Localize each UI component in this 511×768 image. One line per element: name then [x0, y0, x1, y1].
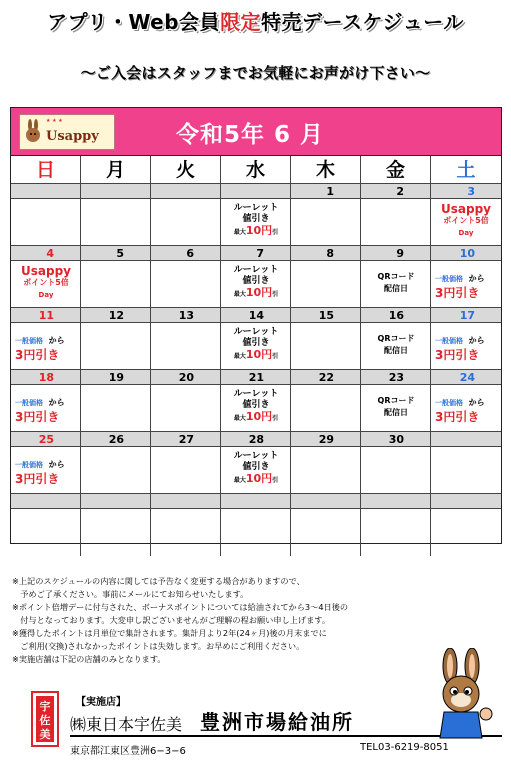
- date-row: [11, 184, 501, 199]
- usappy-logo: [19, 114, 115, 150]
- date-cell: 16: [361, 308, 431, 323]
- event-cell: [361, 323, 431, 370]
- event-cell: [151, 323, 221, 370]
- event-text: から: [468, 274, 485, 283]
- svg-text:宇: 宇: [39, 700, 51, 713]
- title-part: 特売デースケジュール: [261, 10, 464, 34]
- shop-label: 【実施店】: [76, 697, 126, 708]
- event-text: ルーレット: [233, 389, 279, 399]
- event-text: Usappy: [441, 202, 491, 216]
- company-name: ㈱東日本宇佐美: [70, 715, 183, 734]
- event-text: から: [468, 398, 485, 407]
- event-text: 10円: [245, 410, 273, 423]
- roulette-event: [221, 327, 291, 362]
- note-line: ※上記のスケジュールの内容に関しては予告なく変更する場合がありますので、: [12, 576, 305, 586]
- event-text: ルーレット: [233, 451, 279, 461]
- event-text: から: [48, 460, 65, 469]
- weekday-tue: 火: [151, 156, 221, 184]
- event-text: 配信日: [384, 284, 408, 293]
- date-cell: [11, 494, 81, 509]
- calendar: [10, 107, 502, 544]
- calendar-header: [11, 108, 501, 156]
- date-row: [11, 432, 501, 447]
- event-cell: [431, 199, 501, 246]
- price-event: [15, 455, 81, 486]
- date-cell: 14: [221, 308, 291, 323]
- event-cell: [431, 385, 501, 432]
- usappy-event: [431, 203, 501, 239]
- event-cell: [151, 199, 221, 246]
- event-cell: [81, 199, 151, 246]
- note-line: ご利用(交換)されなかったポイントは失効します。お早めにご利用ください。: [12, 641, 305, 651]
- date-cell: [291, 494, 361, 509]
- calendar-grid: [11, 156, 501, 556]
- event-cell: [81, 509, 151, 556]
- event-text: 10円: [245, 224, 273, 237]
- event-cell: [291, 199, 361, 246]
- event-cell: [151, 509, 221, 556]
- event-text: 引: [272, 415, 279, 422]
- qr-event: [361, 333, 431, 357]
- event-text: 10円: [245, 472, 273, 485]
- date-cell: [431, 494, 501, 509]
- event-text: 3円引き: [15, 348, 60, 362]
- event-cell: [431, 447, 501, 494]
- event-text: から: [48, 398, 65, 407]
- date-cell: [431, 432, 501, 447]
- event-text: 一般価格: [15, 461, 43, 469]
- weekday-sun: 日: [11, 156, 81, 184]
- date-cell: 18: [11, 370, 81, 385]
- svg-text:佐: 佐: [39, 714, 51, 727]
- date-cell: [81, 494, 151, 509]
- event-cell: [361, 509, 431, 556]
- event-text: 10円: [245, 286, 273, 299]
- event-text: 一般価格: [435, 337, 463, 345]
- event-text: QRコード: [377, 334, 415, 343]
- event-cell: [81, 447, 151, 494]
- event-text: Usappy: [21, 264, 71, 278]
- date-row: [11, 370, 501, 385]
- weekday-row: [11, 156, 501, 184]
- roulette-event: [221, 389, 291, 424]
- date-row: [11, 308, 501, 323]
- event-cell: [81, 323, 151, 370]
- weekday-fri: 金: [361, 156, 431, 184]
- event-cell: [291, 323, 361, 370]
- event-row: [11, 323, 501, 370]
- event-row: [11, 199, 501, 246]
- event-text: 3円引き: [435, 286, 480, 300]
- date-cell: 15: [291, 308, 361, 323]
- date-cell: 10: [431, 246, 501, 261]
- roulette-event: [221, 265, 291, 300]
- event-cell: [221, 385, 291, 432]
- event-text: 最大: [233, 291, 246, 298]
- event-cell: [11, 509, 81, 556]
- event-text: 配信日: [384, 408, 408, 417]
- roulette-event: [221, 203, 291, 238]
- price-event: [15, 393, 81, 424]
- event-text: 3円引き: [435, 410, 480, 424]
- event-cell: [361, 199, 431, 246]
- date-cell: [81, 184, 151, 199]
- logo-tagline: ★ ★ ★: [46, 118, 63, 124]
- svg-text:美: 美: [39, 728, 51, 741]
- event-text: ポイント5倍: [443, 216, 489, 225]
- date-cell: [221, 184, 291, 199]
- event-row: [11, 447, 501, 494]
- date-cell: 20: [151, 370, 221, 385]
- event-cell: [11, 323, 81, 370]
- event-text: 値引き: [242, 214, 270, 224]
- event-text: 最大: [233, 415, 246, 422]
- event-text: 引: [272, 291, 279, 298]
- event-text: 一般価格: [15, 337, 43, 345]
- event-cell: [291, 509, 361, 556]
- date-cell: 3: [431, 184, 501, 199]
- date-row: [11, 246, 501, 261]
- event-cell: [291, 385, 361, 432]
- event-text: 引: [272, 477, 279, 484]
- date-cell: 21: [221, 370, 291, 385]
- usappy-event: [11, 265, 81, 301]
- event-row: [11, 261, 501, 308]
- event-cell: [11, 447, 81, 494]
- rabbit-mascot-icon: [420, 648, 504, 740]
- address: 東京都江東区豊洲6−3−6: [70, 746, 186, 757]
- event-text: 最大: [233, 229, 246, 236]
- price-event: [435, 331, 501, 362]
- event-text: 10円: [245, 348, 273, 361]
- date-cell: 17: [431, 308, 501, 323]
- date-cell: [361, 494, 431, 509]
- event-text: 3円引き: [435, 348, 480, 362]
- date-cell: 22: [291, 370, 361, 385]
- roulette-event: [221, 451, 291, 486]
- event-cell: [151, 447, 221, 494]
- date-cell: 24: [431, 370, 501, 385]
- event-text: 引: [272, 229, 279, 236]
- event-cell: [221, 261, 291, 308]
- date-cell: 29: [291, 432, 361, 447]
- date-cell: 26: [81, 432, 151, 447]
- event-cell: [221, 323, 291, 370]
- event-cell: [361, 447, 431, 494]
- page-title: [0, 6, 511, 35]
- subtitle: 〜ご入会はスタッフまでお気軽にお声がけ下さい〜: [80, 64, 431, 82]
- qr-event: [361, 271, 431, 295]
- date-cell: 11: [11, 308, 81, 323]
- event-text: Day: [458, 229, 474, 237]
- event-text: ルーレット: [233, 265, 279, 275]
- date-cell: 8: [291, 246, 361, 261]
- event-cell: [151, 385, 221, 432]
- event-text: から: [468, 336, 485, 345]
- month-label: 令和5年 6 月: [176, 122, 325, 148]
- telephone: TEL03-6219-8051: [360, 742, 449, 753]
- title-part: アプリ・Web会員: [47, 10, 221, 34]
- event-cell: [361, 261, 431, 308]
- event-text: から: [48, 336, 65, 345]
- date-cell: 5: [81, 246, 151, 261]
- event-row: [11, 509, 501, 556]
- date-cell: 23: [361, 370, 431, 385]
- logo-name: Usappy: [46, 129, 99, 144]
- event-text: 配信日: [384, 346, 408, 355]
- date-cell: [11, 184, 81, 199]
- weekday-thu: 木: [291, 156, 361, 184]
- event-cell: [11, 261, 81, 308]
- event-row: [11, 385, 501, 432]
- note-line: 予めご了承ください。事前にメールにてお知らせいたします。: [12, 589, 249, 599]
- event-text: 最大: [233, 353, 246, 360]
- event-text: 引: [272, 353, 279, 360]
- note-line: 付与となっております。大変申し訳ございませんがご理解の程お願い申し上げます。: [12, 615, 331, 625]
- usami-sign-icon: [28, 690, 62, 750]
- date-cell: 7: [221, 246, 291, 261]
- weekday-sat: 土: [431, 156, 501, 184]
- event-text: 最大: [233, 477, 246, 484]
- note-line: ※獲得したポイントは月単位で集計されます。集計月より2年(24ヶ月)後の月末までに: [12, 628, 327, 638]
- event-text: 3円引き: [15, 410, 60, 424]
- date-cell: 9: [361, 246, 431, 261]
- date-cell: 27: [151, 432, 221, 447]
- date-cell: 2: [361, 184, 431, 199]
- date-cell: [151, 494, 221, 509]
- date-cell: 19: [81, 370, 151, 385]
- date-cell: 25: [11, 432, 81, 447]
- price-event: [15, 331, 81, 362]
- price-event: [435, 393, 501, 424]
- event-cell: [11, 199, 81, 246]
- event-cell: [151, 261, 221, 308]
- event-cell: [221, 447, 291, 494]
- rabbit-icon: [24, 119, 42, 145]
- date-cell: 12: [81, 308, 151, 323]
- event-cell: [221, 509, 291, 556]
- event-text: 一般価格: [435, 275, 463, 283]
- event-cell: [291, 447, 361, 494]
- weekday-mon: 月: [81, 156, 151, 184]
- event-text: 3円引き: [15, 472, 60, 486]
- qr-event: [361, 395, 431, 419]
- event-cell: [431, 509, 501, 556]
- event-text: ルーレット: [233, 203, 279, 213]
- event-cell: [11, 385, 81, 432]
- event-text: 値引き: [242, 400, 270, 410]
- event-text: 一般価格: [15, 399, 43, 407]
- date-row: [11, 494, 501, 509]
- date-cell: 1: [291, 184, 361, 199]
- date-cell: 13: [151, 308, 221, 323]
- event-cell: [431, 323, 501, 370]
- event-cell: [361, 385, 431, 432]
- event-text: 値引き: [242, 338, 270, 348]
- event-cell: [431, 261, 501, 308]
- event-text: QRコード: [377, 396, 415, 405]
- price-event: [435, 269, 501, 300]
- event-text: ルーレット: [233, 327, 279, 337]
- event-text: QRコード: [377, 272, 415, 281]
- date-cell: 4: [11, 246, 81, 261]
- event-cell: [221, 199, 291, 246]
- event-text: ポイント5倍: [23, 278, 69, 287]
- date-cell: [221, 494, 291, 509]
- event-cell: [81, 261, 151, 308]
- event-text: Day: [38, 291, 54, 299]
- date-cell: 28: [221, 432, 291, 447]
- event-cell: [81, 385, 151, 432]
- title-highlight: 限定: [220, 10, 262, 34]
- date-cell: 6: [151, 246, 221, 261]
- event-text: 値引き: [242, 462, 270, 472]
- note-line: ※実施店舗は下記の店舗のみとなります。: [12, 654, 166, 664]
- date-cell: [151, 184, 221, 199]
- weekday-wed: 水: [221, 156, 291, 184]
- shop-name: 豊洲市場給油所: [200, 710, 354, 734]
- date-cell: 30: [361, 432, 431, 447]
- note-line: ※ポイント倍増デーに付与された、ボーナスポイントについては給油されてから3〜4日後の: [12, 602, 349, 612]
- event-text: 一般価格: [435, 399, 463, 407]
- event-cell: [291, 261, 361, 308]
- event-text: 値引き: [242, 276, 270, 286]
